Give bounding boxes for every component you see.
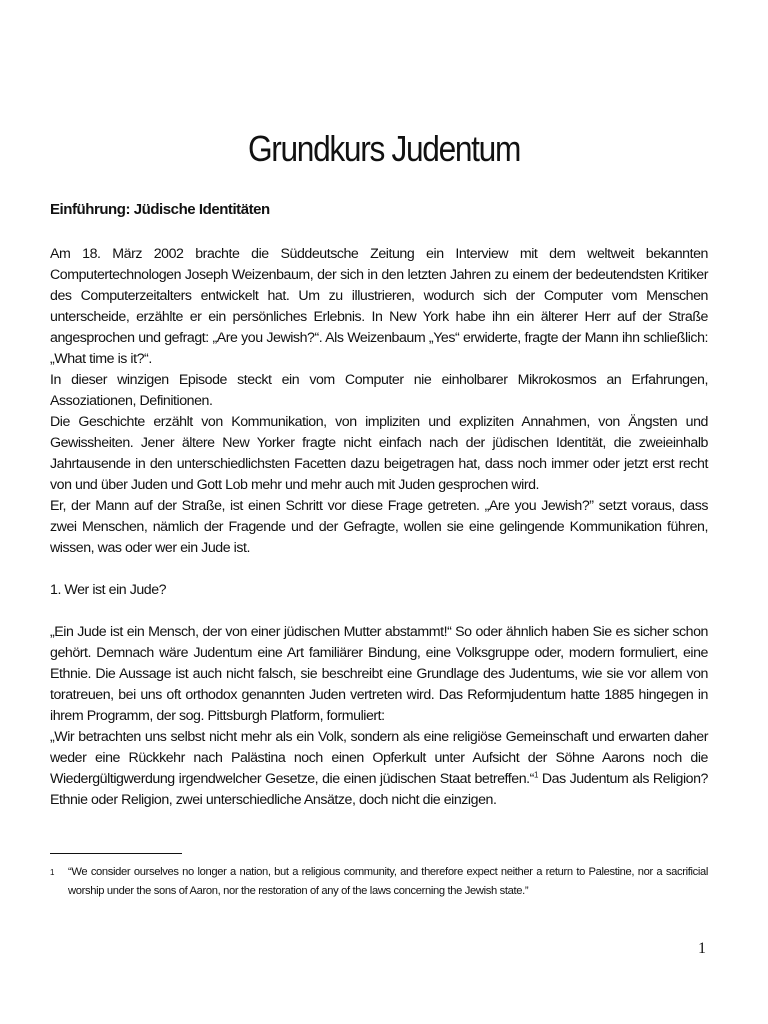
footnote-text: “We consider ourselves no longer a nation, but a religious community, and therefore expect neither a return to Palestine, nor a sacrificial worship under the sons of Aaron, nor the restoration of any of the laws concerning the Jewish state.” [68,866,708,897]
document-title: Grundkurs Judentum [247,128,521,169]
footnote-reference[interactable]: 1 [533,770,538,780]
paragraph-weizenbaum-interview: Am 18. März 2002 brachte die Süddeutsche Zeitung ein Interview mit dem weltweit bekannten Computertechnologen Joseph Weizenbaum, der sich in den letzten Jahren zu einem der bedeutendsten Kritiker des Computerzeitalters entwickelt hat. Um zu illustrieren, wodurch sich der Computer vom Menschen unterscheide, erzählte er ein persönliches Erlebnis. In New York habe ihn ein älterer Herr auf der Straße angesprochen und gefragt: „Are you Jewish?“. Als Weizenbaum „Yes“ erwiderte, fragte der Mann ihn schließlich: „What time is it?“. [50,246,708,367]
subheading-who-is-a-jew: 1. Wer ist ein Jude? [50,582,167,598]
paragraph-pittsburgh-quote [50,727,708,811]
paragraph-microcosm: In dieser winzigen Episode steckt ein vom Computer nie einholbarer Mikrokosmos an Erfahrungen, Assoziationen, Definitionen. [50,372,708,409]
paragraph-jewish-mother: „Ein Jude ist ein Mensch, der von einer jüdischen Mutter abstammt!“ So oder ähnlich haben Sie es sicher schon gehört. Demnach wäre Judentum eine Art familiärer Bindung, eine Volksgruppe oder, modern formuliert, eine Ethnie. Die Aussage ist auch nicht falsch, sie beschreibt eine Grundlage des Judentums, wie sie vor allem von toratreuen, bei uns oft orthodox genannten Juden vertreten wird. Das Reformjudentum hatte 1885 hingegen in ihrem Programm, der sog. Pittsburgh Platform, formuliert: [50,624,708,724]
footnote [50,863,708,901]
footnote-number: 1 [50,868,55,877]
paragraph-man-on-street: Er, der Mann auf der Straße, ist einen Schritt vor diese Frage getreten. „Are you Jewish?” setzt voraus, dass zwei Menschen, nämlich der Fragende und der Gefragte, wollen sie eine gelingende Kommunikation führen, wissen, was oder wer ein Jude ist. [50,498,708,556]
quote-followup: Das Judentum als Religion? Ethnie oder Religion, zwei unterschiedliche Ansätze, doch nicht die einzigen. [50,771,708,808]
section-heading: Einführung: Jüdische Identitäten [50,201,270,218]
body-text [50,199,708,811]
quote-text: „Wir betrachten uns selbst nicht mehr als ein Volk, sondern als eine religiöse Gemeinschaft und erwarten daher weder eine Rückkehr nach Palästina noch einen Opferkult unter Aufsicht der Söhne Aarons noch die Wiedergültigwerdung irgendwelcher Gesetze, die einen jüdischen Staat betreffen.“ [50,729,708,787]
paragraph-communication: Die Geschichte erzählt von Kommunikation, von impliziten und expliziten Annahmen, von Ängsten und Gewissheiten. Jener ältere New Yorker fragte nicht einfach nach der jüdischen Identität, die zweieinhalb Jahrtausende in den unterschiedlichsten Facetten dazu beigetragen hat, dass noch immer oder jetzt erst recht von und über Juden und Gott Lob mehr und mehr auch mit Juden gesprochen wird. [50,414,708,493]
page-number: 1 [698,940,706,957]
footnote-divider [50,853,182,854]
